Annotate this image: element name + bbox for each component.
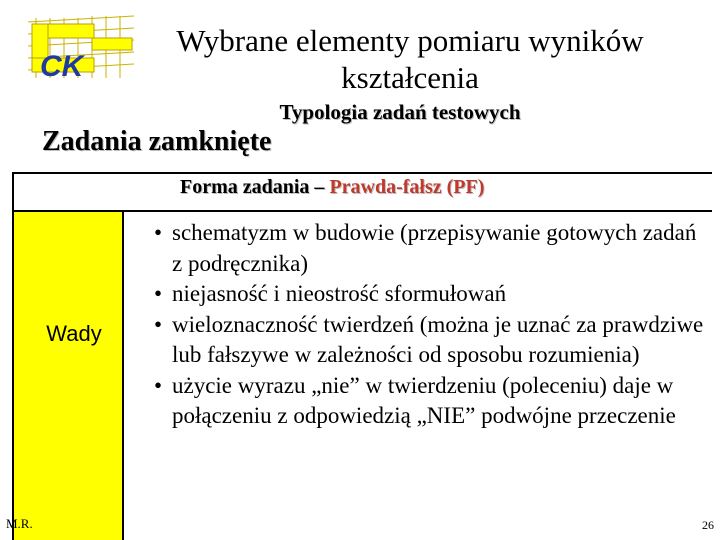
row-label-cell [12,212,124,540]
form-header [180,176,484,199]
page-number: 26 [702,518,714,532]
bullet-icon: • [154,281,163,306]
list-item: • użycie wyrazu „nie” w twierdzeniu (poleceniu) daje w połączeniu z odpowiedzią „NIE” podwójne przeczenie [154,372,676,428]
author-initials: M.R. [6,516,33,531]
bullet-icon: • [154,220,163,245]
bullet-icon: • [154,372,163,398]
form-label: Forma zadania – [180,176,330,198]
ck-logo [22,14,142,84]
page-title: Wybrane elementy pomiaru wyników kształcenia [176,23,644,95]
bullet-icon: • [154,311,163,337]
list-item: • wieloznaczność twierdzeń (można je uznać za prawdziwe lub fałszywe w zależności od sposobu rozumienia) [154,311,704,367]
disadvantages-list [140,218,712,432]
logo-text: CK [40,50,84,83]
list-item: • schematyzm w budowie (przepisywanie gotowych zadań z podręcznika) [154,220,697,276]
list-item: • niejasność i nieostrość sformułowań [140,279,712,310]
form-value: Prawda-fałsz (PF) [329,176,485,198]
row-label: Wady [46,321,102,346]
section-heading: Zadania zamknięte [42,126,272,157]
page-subtitle: Typologia zadań testowych [279,100,521,124]
